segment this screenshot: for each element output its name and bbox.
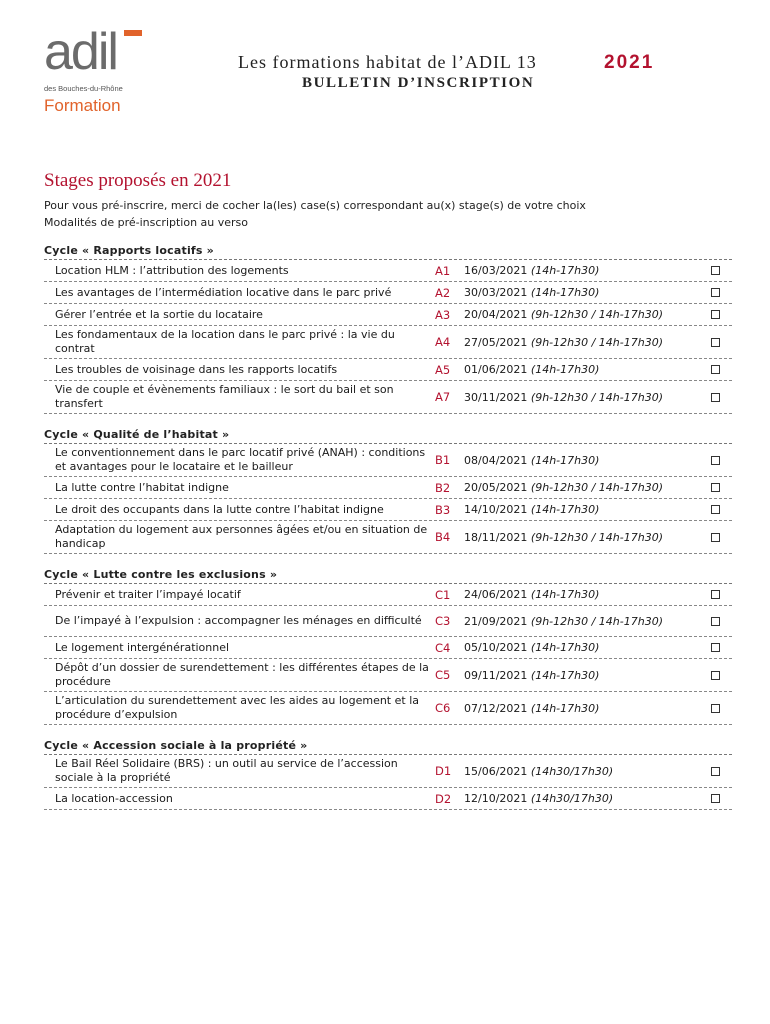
course-label: La location-accession	[55, 791, 173, 805]
course-label: Location HLM : l’attribution des logements	[55, 263, 289, 277]
course-checkbox[interactable]	[711, 505, 720, 514]
course-checkbox[interactable]	[711, 365, 720, 374]
course-label: Dépôt d’un dossier de surendettement : les différentes étapes de la procédure	[55, 661, 429, 688]
course-hours: (14h-17h30)	[530, 588, 600, 601]
course-checkbox[interactable]	[711, 767, 720, 776]
course-checkbox[interactable]	[711, 288, 720, 297]
course-checkbox[interactable]	[711, 456, 720, 465]
header-year: 2021	[604, 52, 655, 73]
course-code: A2	[435, 285, 451, 300]
course-date: 12/10/2021	[464, 792, 528, 805]
logo-subtitle: des Bouches-du-Rhône	[44, 84, 123, 93]
header-subtitle: BULLETIN D’INSCRIPTION	[302, 75, 535, 91]
adil-logo	[44, 23, 144, 116]
cycle-title: Cycle « Qualité de l’habitat »	[44, 428, 732, 444]
header-title: Les formations habitat de l’ADIL 13	[238, 52, 537, 72]
checkbox-cell	[708, 794, 720, 803]
course-row	[44, 788, 732, 810]
checkbox-cell	[708, 704, 720, 713]
course-row	[44, 359, 732, 381]
course-hours: (14h-17h30)	[530, 701, 600, 715]
course-date: 01/06/2021	[464, 363, 528, 376]
course-schedule	[464, 641, 708, 654]
checkbox-cell	[708, 617, 720, 626]
course-date: 30/11/2021	[464, 390, 528, 404]
course-label: Les avantages de l’intermédiation locative dans le parc privé	[55, 285, 392, 299]
checkbox-cell	[708, 310, 720, 319]
course-label: Les fondamentaux de la location dans le parc privé : la vie du contrat	[55, 328, 395, 355]
cycle-section	[44, 739, 732, 810]
course-schedule	[464, 503, 708, 516]
checkbox-cell	[708, 456, 720, 465]
course-hours: (14h-17h30)	[530, 453, 600, 467]
cycles-list	[44, 244, 732, 824]
course-hours: (9h-12h30 / 14h-17h30)	[530, 614, 663, 628]
course-hours: (14h-17h30)	[530, 286, 600, 299]
section-title: Stages proposés en 2021	[44, 170, 232, 191]
course-date: 16/03/2021	[464, 264, 528, 277]
intro-line-2: Modalités de pré-inscription au verso	[44, 216, 249, 229]
cycle-title: Cycle « Lutte contre les exclusions »	[44, 568, 732, 584]
course-code: A3	[435, 307, 451, 322]
course-schedule	[464, 588, 708, 601]
course-checkbox[interactable]	[711, 533, 720, 542]
course-date: 30/03/2021	[464, 286, 528, 299]
course-row	[44, 326, 732, 359]
course-code: C1	[435, 587, 451, 602]
course-row	[44, 304, 732, 326]
course-code: C4	[435, 640, 451, 655]
course-schedule	[464, 615, 708, 628]
course-date: 27/05/2021	[464, 335, 528, 349]
checkbox-cell	[708, 365, 720, 374]
course-row	[44, 637, 732, 659]
course-code: B2	[435, 480, 451, 495]
course-date: 21/09/2021	[464, 614, 528, 628]
course-label: Adaptation du logement aux personnes âgées et/ou en situation de handicap	[55, 523, 428, 550]
course-hours: (14h-17h30)	[530, 668, 600, 682]
course-schedule	[464, 531, 708, 544]
course-hours: (14h30/17h30)	[530, 792, 614, 805]
checkbox-cell	[708, 505, 720, 514]
checkbox-cell	[708, 671, 720, 680]
course-code: A1	[435, 263, 451, 278]
course-row	[44, 606, 732, 637]
course-row	[44, 499, 732, 521]
course-row	[44, 659, 732, 692]
course-schedule	[464, 669, 708, 682]
course-schedule	[464, 264, 708, 277]
course-row	[44, 755, 732, 788]
course-date: 18/11/2021	[464, 530, 528, 544]
course-checkbox[interactable]	[711, 590, 720, 599]
course-label: Le conventionnement dans le parc locatif privé (ANAH) : conditions et avantages pour le locataire et le bailleur	[55, 446, 426, 473]
course-code: A7	[435, 390, 451, 404]
course-date: 05/10/2021	[464, 641, 528, 654]
course-hours: (9h-12h30 / 14h-17h30)	[530, 308, 663, 321]
cycle-section	[44, 428, 732, 554]
course-date: 14/10/2021	[464, 503, 528, 516]
logo-formation: Formation	[44, 96, 121, 115]
course-checkbox[interactable]	[711, 393, 720, 402]
checkbox-cell	[708, 590, 720, 599]
course-hours: (9h-12h30 / 14h-17h30)	[530, 335, 663, 349]
course-date: 20/05/2021	[464, 481, 528, 494]
course-hours: (14h-17h30)	[530, 641, 600, 654]
course-code: C5	[435, 668, 451, 682]
course-schedule	[464, 481, 708, 494]
checkbox-cell	[708, 338, 720, 347]
course-schedule	[464, 765, 708, 778]
course-date: 20/04/2021	[464, 308, 528, 321]
course-code: B3	[435, 502, 451, 517]
course-hours: (14h-17h30)	[530, 503, 600, 516]
course-code: D1	[435, 764, 452, 778]
course-code: A4	[435, 335, 451, 349]
course-label: De l’impayé à l’expulsion : accompagner les ménages en difficulté	[55, 614, 422, 627]
course-schedule	[464, 308, 708, 321]
course-label: Gérer l’entrée et la sortie du locataire	[55, 307, 263, 321]
course-row	[44, 444, 732, 477]
course-schedule	[464, 336, 708, 349]
course-checkbox[interactable]	[711, 266, 720, 275]
course-row	[44, 381, 732, 414]
course-row	[44, 521, 732, 554]
course-label: Le Bail Réel Solidaire (BRS) : un outil au service de l’accession sociale à la propriété	[55, 757, 398, 784]
course-code: B4	[435, 530, 451, 544]
course-row	[44, 477, 732, 499]
course-label: Vie de couple et évènements familiaux : le sort du bail et son transfert	[55, 383, 394, 410]
course-checkbox[interactable]	[711, 643, 720, 652]
course-date: 07/12/2021	[464, 701, 528, 715]
logo-wordmark: adil	[44, 23, 117, 81]
cycle-title: Cycle « Accession sociale à la propriété »	[44, 739, 732, 755]
course-hours: (14h30/17h30)	[530, 764, 614, 778]
course-code: A5	[435, 362, 451, 377]
course-schedule	[464, 391, 708, 404]
course-date: 15/06/2021	[464, 764, 528, 778]
cycle-section	[44, 244, 732, 414]
intro-text	[44, 197, 586, 231]
course-hours: (9h-12h30 / 14h-17h30)	[530, 390, 663, 404]
course-row	[44, 692, 732, 725]
checkbox-cell	[708, 767, 720, 776]
course-row	[44, 282, 732, 304]
course-hours: (9h-12h30 / 14h-17h30)	[530, 530, 663, 544]
document-header	[238, 52, 678, 92]
course-code: D2	[435, 791, 452, 806]
course-hours: (14h-17h30)	[530, 363, 600, 376]
course-code: C6	[435, 701, 451, 715]
course-hours: (14h-17h30)	[530, 264, 600, 277]
course-label: Le logement intergénérationnel	[55, 640, 230, 654]
checkbox-cell	[708, 266, 720, 275]
intro-line-1: Pour vous pré-inscrire, merci de cocher la(les) case(s) correspondant au(x) stage(s) de votre choix	[44, 199, 586, 212]
course-label: L’articulation du surendettement avec les aides au logement et la procédure d’expulsion	[55, 694, 419, 721]
course-code: B1	[435, 453, 451, 467]
course-label: Prévenir et traiter l’impayé locatif	[55, 587, 241, 601]
checkbox-cell	[708, 393, 720, 402]
course-checkbox[interactable]	[711, 617, 720, 626]
checkbox-cell	[708, 483, 720, 492]
course-checkbox[interactable]	[711, 704, 720, 713]
course-date: 09/11/2021	[464, 668, 528, 682]
course-schedule	[464, 286, 708, 299]
course-label: Le droit des occupants dans la lutte contre l’habitat indigne	[55, 502, 384, 516]
course-checkbox[interactable]	[711, 794, 720, 803]
course-schedule	[464, 702, 708, 715]
course-schedule	[464, 454, 708, 467]
course-row	[44, 584, 732, 606]
course-label: La lutte contre l’habitat indigne	[55, 480, 229, 494]
course-date: 24/06/2021	[464, 588, 528, 601]
course-date: 08/04/2021	[464, 453, 528, 467]
course-label: Les troubles de voisinage dans les rapports locatifs	[55, 362, 338, 376]
course-hours: (9h-12h30 / 14h-17h30)	[530, 481, 663, 494]
course-row	[44, 260, 732, 282]
course-schedule	[464, 792, 708, 805]
cycle-title: Cycle « Rapports locatifs »	[44, 244, 732, 260]
course-checkbox[interactable]	[711, 483, 720, 492]
checkbox-cell	[708, 533, 720, 542]
course-checkbox[interactable]	[711, 671, 720, 680]
checkbox-cell	[708, 643, 720, 652]
checkbox-cell	[708, 288, 720, 297]
logo-accent-bar	[124, 30, 142, 36]
course-schedule	[464, 363, 708, 376]
course-checkbox[interactable]	[711, 338, 720, 347]
course-checkbox[interactable]	[711, 310, 720, 319]
cycle-section	[44, 568, 732, 725]
course-code: C3	[435, 614, 451, 628]
